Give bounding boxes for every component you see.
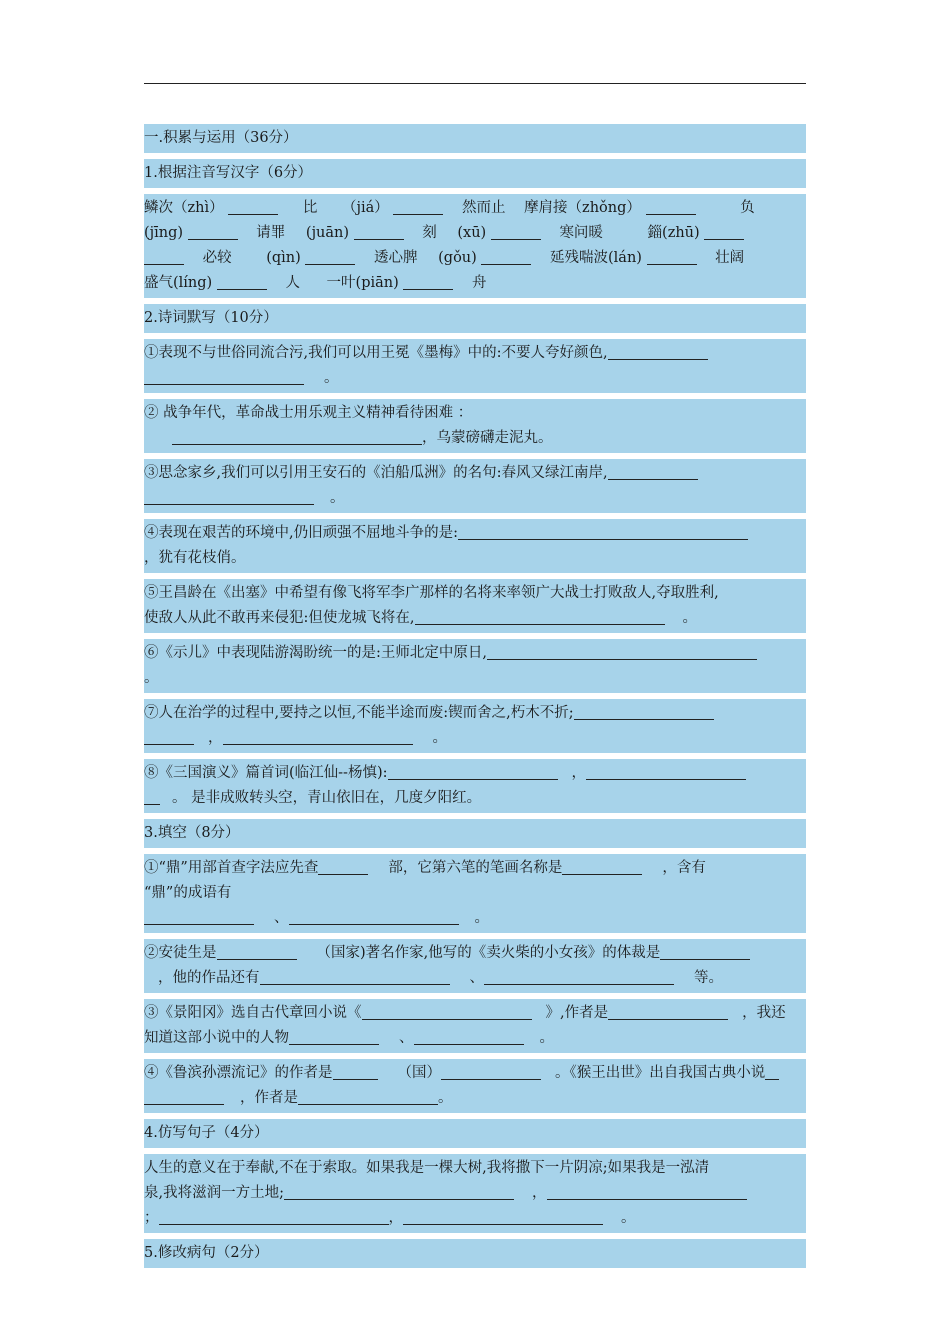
q2-item-5 bbox=[144, 579, 806, 633]
q2-item-1 bbox=[144, 339, 806, 393]
item-text: ②安徒生是 bbox=[144, 945, 217, 961]
item-text: (qìn) bbox=[266, 250, 301, 266]
answer-blank[interactable] bbox=[660, 943, 750, 960]
item-text: 。 bbox=[621, 1210, 636, 1226]
item-text: 一叶(piān) bbox=[326, 275, 399, 291]
item-text: ② 战争年代，革命战士用乐观主义精神看待困难 ： bbox=[144, 405, 473, 421]
answer-blank[interactable] bbox=[144, 908, 254, 925]
item-text: ，乌蒙磅礴走泥丸。 bbox=[422, 430, 553, 446]
answer-blank[interactable] bbox=[217, 273, 267, 290]
answer-blank[interactable] bbox=[260, 968, 450, 985]
item-text: (gǒu) bbox=[438, 250, 477, 266]
q2-item-4 bbox=[144, 519, 806, 573]
answer-blank[interactable] bbox=[765, 1063, 779, 1080]
item-text: ，作者是 bbox=[240, 1090, 298, 1106]
item-text: 。 bbox=[438, 1090, 453, 1106]
answer-blank[interactable] bbox=[403, 1208, 603, 1225]
item-text: 鳞次（zhì） bbox=[144, 200, 224, 216]
item-text: 等。 bbox=[694, 970, 723, 986]
q1-line-3 bbox=[144, 246, 806, 271]
item-text: ，含有 bbox=[662, 860, 706, 876]
q4-body bbox=[144, 1154, 806, 1233]
answer-blank[interactable] bbox=[354, 223, 404, 240]
item-text: （国） bbox=[397, 1065, 441, 1081]
answer-blank[interactable] bbox=[144, 788, 160, 805]
item-text: 。 bbox=[324, 370, 339, 386]
item-text: ， bbox=[388, 1210, 403, 1226]
item-text: ， bbox=[208, 730, 223, 746]
answer-blank[interactable] bbox=[144, 728, 194, 745]
answer-blank[interactable] bbox=[298, 1088, 438, 1105]
q1-title bbox=[144, 159, 806, 188]
q2-item-8 bbox=[144, 759, 806, 813]
answer-blank[interactable] bbox=[608, 343, 708, 360]
q1-line-4 bbox=[144, 271, 806, 296]
answer-blank[interactable] bbox=[458, 523, 748, 540]
q3-item-1 bbox=[144, 854, 806, 933]
item-text: ， bbox=[571, 765, 586, 781]
answer-blank[interactable] bbox=[562, 858, 642, 875]
item-text: 透心脾 bbox=[374, 250, 418, 266]
answer-blank[interactable] bbox=[188, 223, 238, 240]
item-text: ， bbox=[532, 1185, 547, 1201]
question-title: 3.填空（8分） bbox=[144, 825, 240, 841]
header-rule bbox=[144, 83, 806, 84]
item-text: 。 bbox=[539, 1030, 554, 1046]
item-text: (xū) bbox=[457, 225, 487, 241]
item-text: 部，它第六笔的笔画名称是 bbox=[388, 860, 563, 876]
q4-title bbox=[144, 1119, 806, 1148]
item-text: ，我还 bbox=[742, 1005, 786, 1021]
item-text: ，他的作品还有 bbox=[158, 970, 260, 986]
item-text: 摩肩接（zhǒng） bbox=[524, 200, 641, 216]
item-text: 》,作者是 bbox=[545, 1005, 609, 1021]
question-title: 1.根据注音写汉字（6分） bbox=[144, 165, 313, 181]
q2-item-2 bbox=[144, 399, 806, 453]
answer-blank[interactable] bbox=[393, 198, 443, 215]
item-text: 寒问暖 bbox=[559, 225, 603, 241]
answer-blank[interactable] bbox=[144, 368, 304, 385]
item-text: ，犹有花枝俏。 bbox=[144, 550, 246, 566]
section-title: 一.积累与运用（36分） bbox=[144, 130, 298, 146]
answer-blank[interactable] bbox=[415, 608, 665, 625]
answer-blank[interactable] bbox=[228, 198, 278, 215]
q3-title bbox=[144, 819, 806, 848]
item-text: 。《猴王出世》出自我国古典小说 bbox=[555, 1065, 766, 1081]
item-text: 必较 bbox=[202, 250, 232, 266]
q1-line-1 bbox=[144, 196, 806, 221]
item-text: ④《鲁滨孙漂流记》的作者是 bbox=[144, 1065, 333, 1081]
item-text: ⑦人在治学的过程中,要持之以恒,不能半途而废:锲而舍之,朽木不折; bbox=[144, 705, 574, 721]
item-text: 。 bbox=[144, 670, 159, 686]
item-text: 。 bbox=[432, 730, 447, 746]
answer-blank[interactable] bbox=[608, 463, 698, 480]
item-text: 。 bbox=[474, 910, 489, 926]
item-text: 请罪 bbox=[256, 225, 286, 241]
answer-blank[interactable] bbox=[305, 248, 355, 265]
item-text: ； bbox=[144, 1210, 159, 1226]
q2-title bbox=[144, 304, 806, 333]
question-title: 5.修改病句（2分） bbox=[144, 1245, 269, 1261]
answer-blank[interactable] bbox=[586, 763, 746, 780]
answer-blank[interactable] bbox=[223, 728, 413, 745]
item-text: 刻 bbox=[422, 225, 437, 241]
q2-item-6 bbox=[144, 639, 806, 693]
answer-blank[interactable] bbox=[172, 428, 422, 445]
item-text: 。 bbox=[330, 490, 345, 506]
item-text: 使敌人从此不敢再来侵犯:但使龙城飞将在, bbox=[144, 610, 415, 626]
item-text: 延残喘波(lán) bbox=[550, 250, 642, 266]
q1-body bbox=[144, 194, 806, 298]
answer-blank[interactable] bbox=[289, 1028, 379, 1045]
item-text: “鼎”的成语有 bbox=[144, 885, 232, 901]
q1-line-2 bbox=[144, 221, 806, 246]
item-text: 。 是非成败转头空，青山依旧在，几度夕阳红。 bbox=[172, 790, 482, 806]
q2-item-3 bbox=[144, 459, 806, 513]
q3-item-4 bbox=[144, 1059, 806, 1113]
item-text: ⑤王昌龄在《出塞》中希望有像飞将军李广那样的名将来率领广大战士打败敌人,夺取胜利, bbox=[144, 585, 719, 601]
item-text: (juān) bbox=[305, 225, 350, 241]
item-text: ①“鼎”用部首查字法应先查 bbox=[144, 860, 319, 876]
answer-blank[interactable] bbox=[362, 1003, 532, 1020]
answer-blank[interactable] bbox=[284, 1183, 514, 1200]
item-text: 。 bbox=[682, 610, 697, 626]
q3-item-2 bbox=[144, 939, 806, 993]
answer-blank[interactable] bbox=[704, 223, 744, 240]
item-text: ③《景阳冈》选自古代章回小说《 bbox=[144, 1005, 362, 1021]
q3-item-3 bbox=[144, 999, 806, 1053]
item-text: 、 bbox=[274, 910, 289, 926]
question-title: 2.诗词默写（10分） bbox=[144, 310, 278, 326]
answer-blank[interactable] bbox=[481, 248, 531, 265]
answer-blank[interactable] bbox=[144, 488, 314, 505]
item-text: 知道这部小说中的人物 bbox=[144, 1030, 289, 1046]
q5-title bbox=[144, 1239, 806, 1268]
item-text: ③思念家乡,我们可以引用王安石的《泊船瓜洲》的名句:春风又绿江南岸, bbox=[144, 465, 608, 481]
question-title: 4.仿写句子（4分） bbox=[144, 1125, 269, 1141]
exam-content bbox=[144, 124, 806, 1268]
answer-blank[interactable] bbox=[608, 1003, 728, 1020]
item-text: 、 bbox=[469, 970, 484, 986]
answer-blank[interactable] bbox=[217, 943, 297, 960]
item-text: ④表现在艰苦的环境中,仍旧顽强不屈地斗争的是: bbox=[144, 525, 458, 541]
answer-blank[interactable] bbox=[491, 223, 541, 240]
answer-blank[interactable] bbox=[574, 703, 714, 720]
section-heading bbox=[144, 124, 806, 153]
item-text: 、 bbox=[399, 1030, 414, 1046]
item-text: 壮阔 bbox=[715, 250, 745, 266]
item-text: 泉,我将滋润一方土地; bbox=[144, 1185, 284, 1201]
item-text: 人生的意义在于奉献,不在于索取。如果我是一棵大树,我将撒下一片阴凉;如果我是一泓清 bbox=[144, 1160, 710, 1176]
item-text: （jiá） bbox=[341, 200, 389, 216]
answer-blank[interactable] bbox=[414, 1028, 524, 1045]
item-text: ⑥《示儿》中表现陆游渴盼统一的是:王师北定中原日, bbox=[144, 645, 487, 661]
answer-blank[interactable] bbox=[646, 198, 696, 215]
answer-blank[interactable] bbox=[484, 968, 674, 985]
answer-blank[interactable] bbox=[289, 908, 459, 925]
item-text: 然而止 bbox=[461, 200, 506, 216]
item-text: （国家)著名作家,他写的《卖火柴的小女孩》的体裁是 bbox=[316, 945, 661, 961]
answer-blank[interactable] bbox=[144, 1088, 224, 1105]
item-text: 舟 bbox=[471, 275, 487, 291]
answer-blank[interactable] bbox=[403, 273, 453, 290]
answer-blank[interactable] bbox=[647, 248, 697, 265]
item-text: 负 bbox=[740, 200, 755, 216]
item-text: ⑧《三国演义》篇首词(临江仙--杨慎): bbox=[144, 765, 388, 781]
item-text: 比 bbox=[302, 200, 318, 216]
item-text: ①表现不与世俗同流合污,我们可以用王冕《墨梅》中的:不要人夸好颜色, bbox=[144, 345, 608, 361]
answer-blank[interactable] bbox=[159, 1208, 389, 1225]
item-text: 人 bbox=[285, 275, 300, 291]
item-text: 錙(zhū) bbox=[647, 225, 700, 241]
answer-blank[interactable] bbox=[487, 643, 757, 660]
answer-blank[interactable] bbox=[144, 248, 184, 265]
item-text: (jīng) bbox=[144, 225, 184, 241]
answer-blank[interactable] bbox=[441, 1063, 541, 1080]
answer-blank[interactable] bbox=[388, 763, 558, 780]
q2-item-7 bbox=[144, 699, 806, 753]
answer-blank[interactable] bbox=[547, 1183, 747, 1200]
item-text: 盛气(líng) bbox=[144, 275, 213, 291]
answer-blank[interactable] bbox=[333, 1063, 378, 1080]
answer-blank[interactable] bbox=[318, 858, 368, 875]
